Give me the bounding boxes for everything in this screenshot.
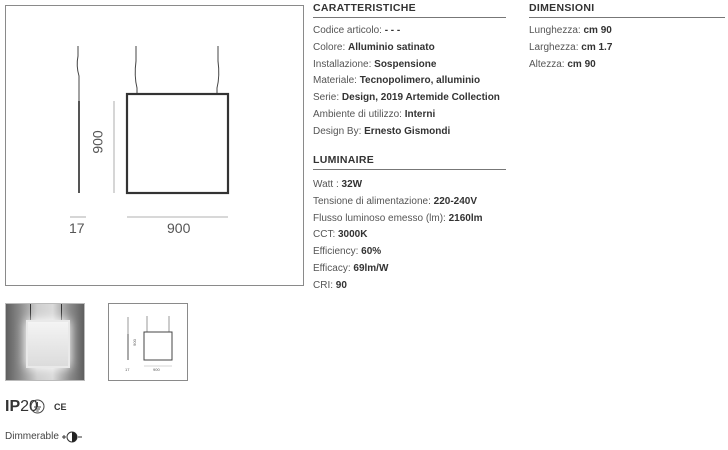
technical-drawing-thumbnail[interactable] [108,303,188,381]
spec-row: Efficiency: 60% [313,246,382,258]
spec-row: Serie: Design, 2019 Artemide Collection [313,92,500,104]
ground-symbol-icon [30,399,45,414]
spec-row: Larghezza: cm 1.7 [529,41,613,53]
ce-mark: CE [54,402,67,412]
spec-row: Codice articolo: - - - [313,25,401,36]
spec-row: Materiale: Tecnopolimero, alluminio [313,75,481,87]
spec-row: Watt : 32W [313,179,363,190]
spec-row: Altezza: cm 90 [529,58,596,70]
spec-row: Ambiente di utilizzo: Interni [313,108,436,120]
thumb-depth-label: 17 [125,367,130,372]
thumb-height-label: 900 [131,339,137,346]
spec-row: Colore: Alluminio satinato [313,41,435,53]
spec-row: Design By: Ernesto Gismondi [313,125,451,137]
ip-number: 20 [20,398,38,415]
caratteristiche-section [313,2,506,141]
spec-row: Installazione: Sospensione [313,58,437,70]
thumb-width-label: 900 [153,367,160,372]
product-photo-thumbnail[interactable] [5,303,85,381]
technical-drawing-svg [6,6,305,287]
dimmer-icon [61,430,83,444]
spec-row: Lunghezza: cm 90 [529,25,612,36]
height-dimension-label: 900 [89,130,106,154]
width-dimension-label: 900 [167,220,191,236]
dimensioni-section [529,2,725,73]
spec-row: Flusso luminoso emesso (lm): 2160lm [313,212,483,224]
dimmerable-label: Dimmerable [5,431,59,442]
luminaire-title: LUMINAIRE [313,154,506,170]
technical-drawing [5,5,304,286]
caratteristiche-title: CARATTERISTICHE [313,2,506,18]
luminaire-section [313,154,506,295]
dimensioni-title: DIMENSIONI [529,2,725,18]
depth-dimension-label: 17 [69,220,85,236]
spec-row: CCT: 3000K [313,229,368,241]
suspension-wire [61,304,62,320]
lamp-panel-image [26,320,70,368]
spec-row: Efficacy: 69lm/W [313,262,389,274]
thumbnail-drawing-svg [109,304,189,382]
spec-row: CRI: 90 [313,279,347,291]
suspension-wire [30,304,31,320]
ip-prefix: IP [5,398,21,415]
spec-row: Tensione di alimentazione: 220-240V [313,195,478,207]
